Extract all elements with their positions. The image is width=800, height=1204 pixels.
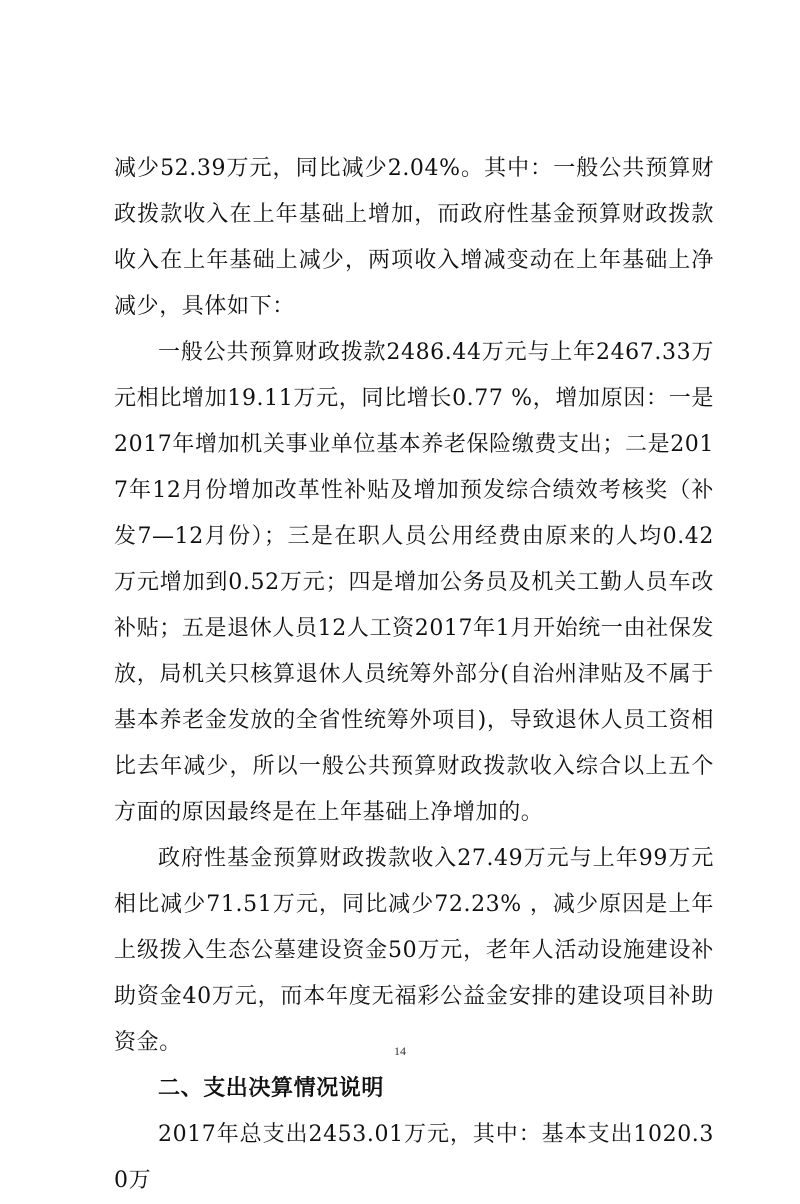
paragraph-fund-budget: 政府性基金预算财政拨款收入27.49万元与上年99万元相比减少71.51万元，同比减少72.23% ，减少原因是上年上级拨入生态公墓建设资金50万元，老年人活动设施建设补助资金40万元，而本年度无福彩公益金安排的建设项目补助资金。 xyxy=(114,846,714,1055)
paragraph-revenue-summary: 减少52.39万元，同比减少2.04%。其中：一般公共预算财政拨款收入在上年基础上增加，而政府性基金预算财政拨款收入在上年基础上减少，两项收入增减变动在上年基础上净减少，具体如下： xyxy=(114,156,714,319)
paragraph-general-budget: 一般公共预算财政拨款2486.44万元与上年2467.33万元相比增加19.11万元，同比增长0.77 %，增加原因：一是2017年增加机关事业单位基本养老保险缴费支出；二是2017年12月份增加改革性补贴及增加预发综合绩效考核奖（补发7—12月份）；三是在职人员公用经费由原来的人均0.42万元增加到0.52万元；四是增加公务员及机关工勤人员车改补贴；五是退休人员12人工资2017年1月开始统一由社保发放，局机关只核算退休人员统筹外部分(自治州津贴及不属于基本养老金发放的全省性统筹外项目)，导致退休人员工资相比去年减少，所以一般公共预算财政拨款收入综合以上五个方面的原因最终是在上年基础上净增加的。 xyxy=(114,340,714,825)
page-number: 14 xyxy=(394,1044,406,1058)
section-heading-expenditure: 二、支出决算情况说明 xyxy=(158,1076,385,1101)
paragraph-total-expenditure: 2017年总支出2453.01万元，其中：基本支出1020.30万 xyxy=(114,1122,714,1193)
